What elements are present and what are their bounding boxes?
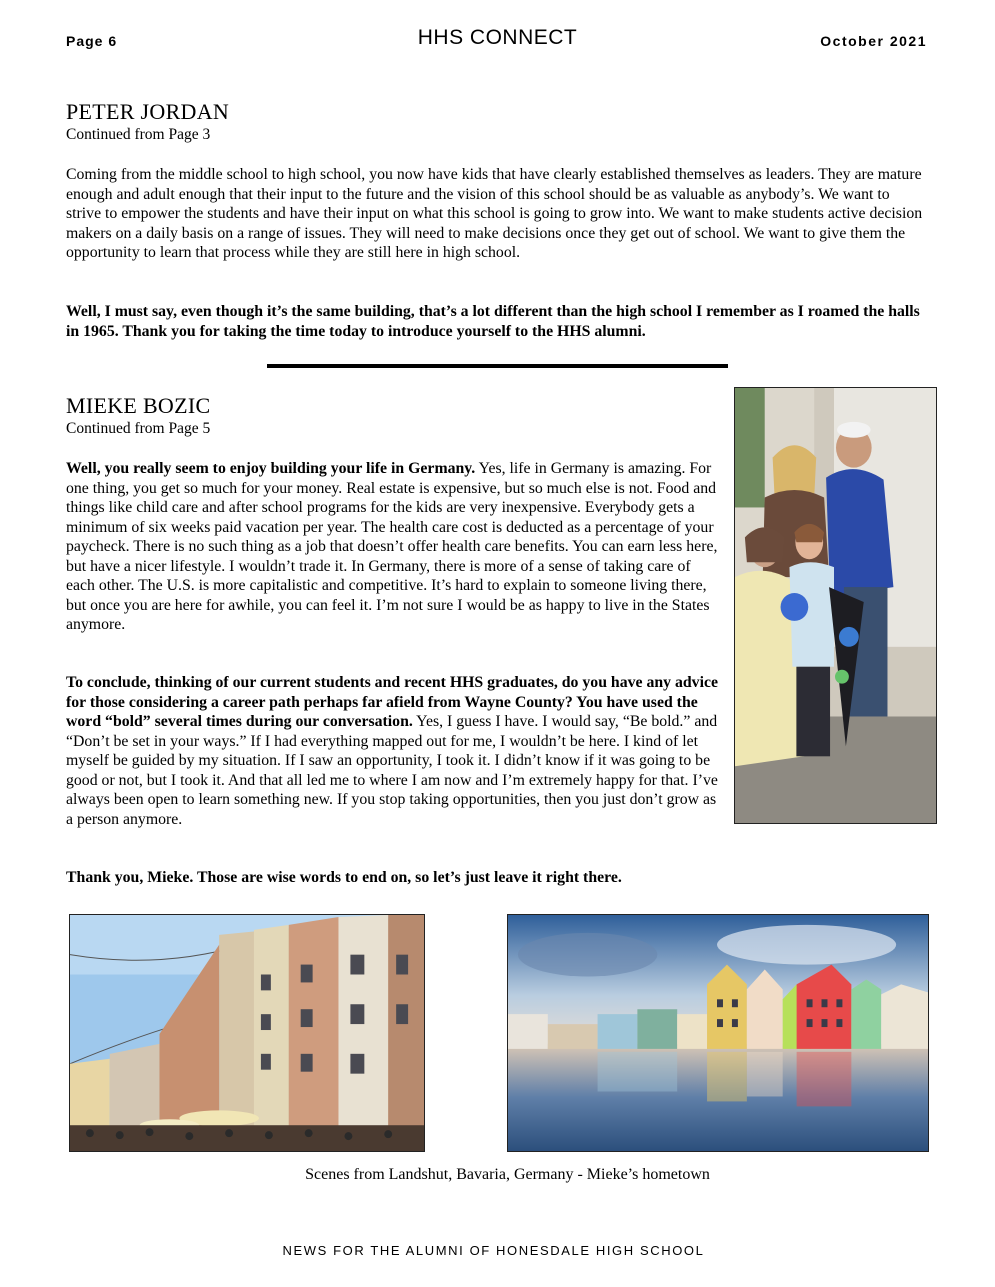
article-title-peter-jordan: PETER JORDAN bbox=[66, 99, 230, 124]
article-paragraph bbox=[66, 673, 718, 829]
article-paragraph bbox=[66, 459, 718, 635]
interview-answer: Yes, I guess I have. I would say, “Be bold.” and “Don’t be set in your ways.” If I had everything mapped out for me, I wouldn’t be here. I kind of let myself be guided by my situation. If I saw an opportunity, I took it. I didn’t know if it was going to be good or not, but I took it. And that all led me to where I am now and I’m extremely happy for that. I’ve always been open to learn something new. If you stop taking opportunities, then you just don’t grow as a person anymore. bbox=[66, 713, 718, 828]
page-number: Page 6 bbox=[66, 33, 118, 49]
landshut-riverfront-photo bbox=[507, 914, 929, 1152]
family-photo bbox=[734, 387, 937, 824]
article-continued-note: Continued from Page 3 bbox=[66, 126, 211, 143]
interview-answer: Yes, life in Germany is amazing. For one thing, you get so much for your money. Real estate is expensive, but so much else is not. Food and things like child care and after school programs for the kids are very inexpensive. Everybody gets a minimum of six weeks paid vacation per year. The health care cost is deducted as a percentage of your paycheck. There is no such thing as a job that doesn’t offer health care benefits. You can earn less here, but have a nicer lifestyle. I wouldn’t trade it. In Germany, there is more of a sense of taking care of each other. The U.S. is more capitalistic and competitive. It’s hard to explain to someone living there, but once you are here for awhile, you can feel it. I’m not sure I would be as happy to live in the States anymore. bbox=[66, 460, 718, 633]
interview-question: To conclude, thinking of our current students and recent HHS graduates, do you have any advice for those considering a career path perhaps far afield from Wayne County? You have used the word “bold” several times during our conversation. bbox=[66, 674, 718, 730]
section-divider bbox=[267, 364, 728, 368]
issue-date: October 2021 bbox=[820, 33, 927, 49]
interview-question: Well, you really seem to enjoy building your life in Germany. bbox=[66, 460, 476, 477]
article-paragraph-question: Well, I must say, even though it’s the same building, that’s a lot different than the high school I remember as I roamed the halls in 1965. Thank you for taking the time today to introduce yourself to the HHS alumni. bbox=[66, 303, 920, 340]
article-title-mieke-bozic: MIEKE BOZIC bbox=[66, 393, 211, 418]
article-continued-note: Continued from Page 5 bbox=[66, 420, 211, 437]
article-paragraph: Coming from the middle school to high school, you now have kids that have clearly established themselves as leaders. They are mature enough and adult enough that their input to the future and the vision of this school should be as valuable as anybody’s. We want to strive to empower the students and have their input on what this school is going to grow into. We want to make students active decision makers on a daily basis on a range of issues. They will need to make decisions once they get out of school. We want to give them the opportunity to learn that process while they are still here in high school. bbox=[66, 166, 923, 261]
page-footer: NEWS FOR THE ALUMNI OF HONESDALE HIGH SCHOOL bbox=[282, 1243, 705, 1258]
newsletter-title: HHS CONNECT bbox=[417, 26, 578, 49]
landshut-street-photo bbox=[69, 914, 425, 1152]
article-paragraph-closing: Thank you, Mieke. Those are wise words to end on, so let’s just leave it right there. bbox=[66, 869, 622, 886]
photo-caption: Scenes from Landshut, Bavaria, Germany - Mieke’s hometown bbox=[305, 1166, 710, 1183]
